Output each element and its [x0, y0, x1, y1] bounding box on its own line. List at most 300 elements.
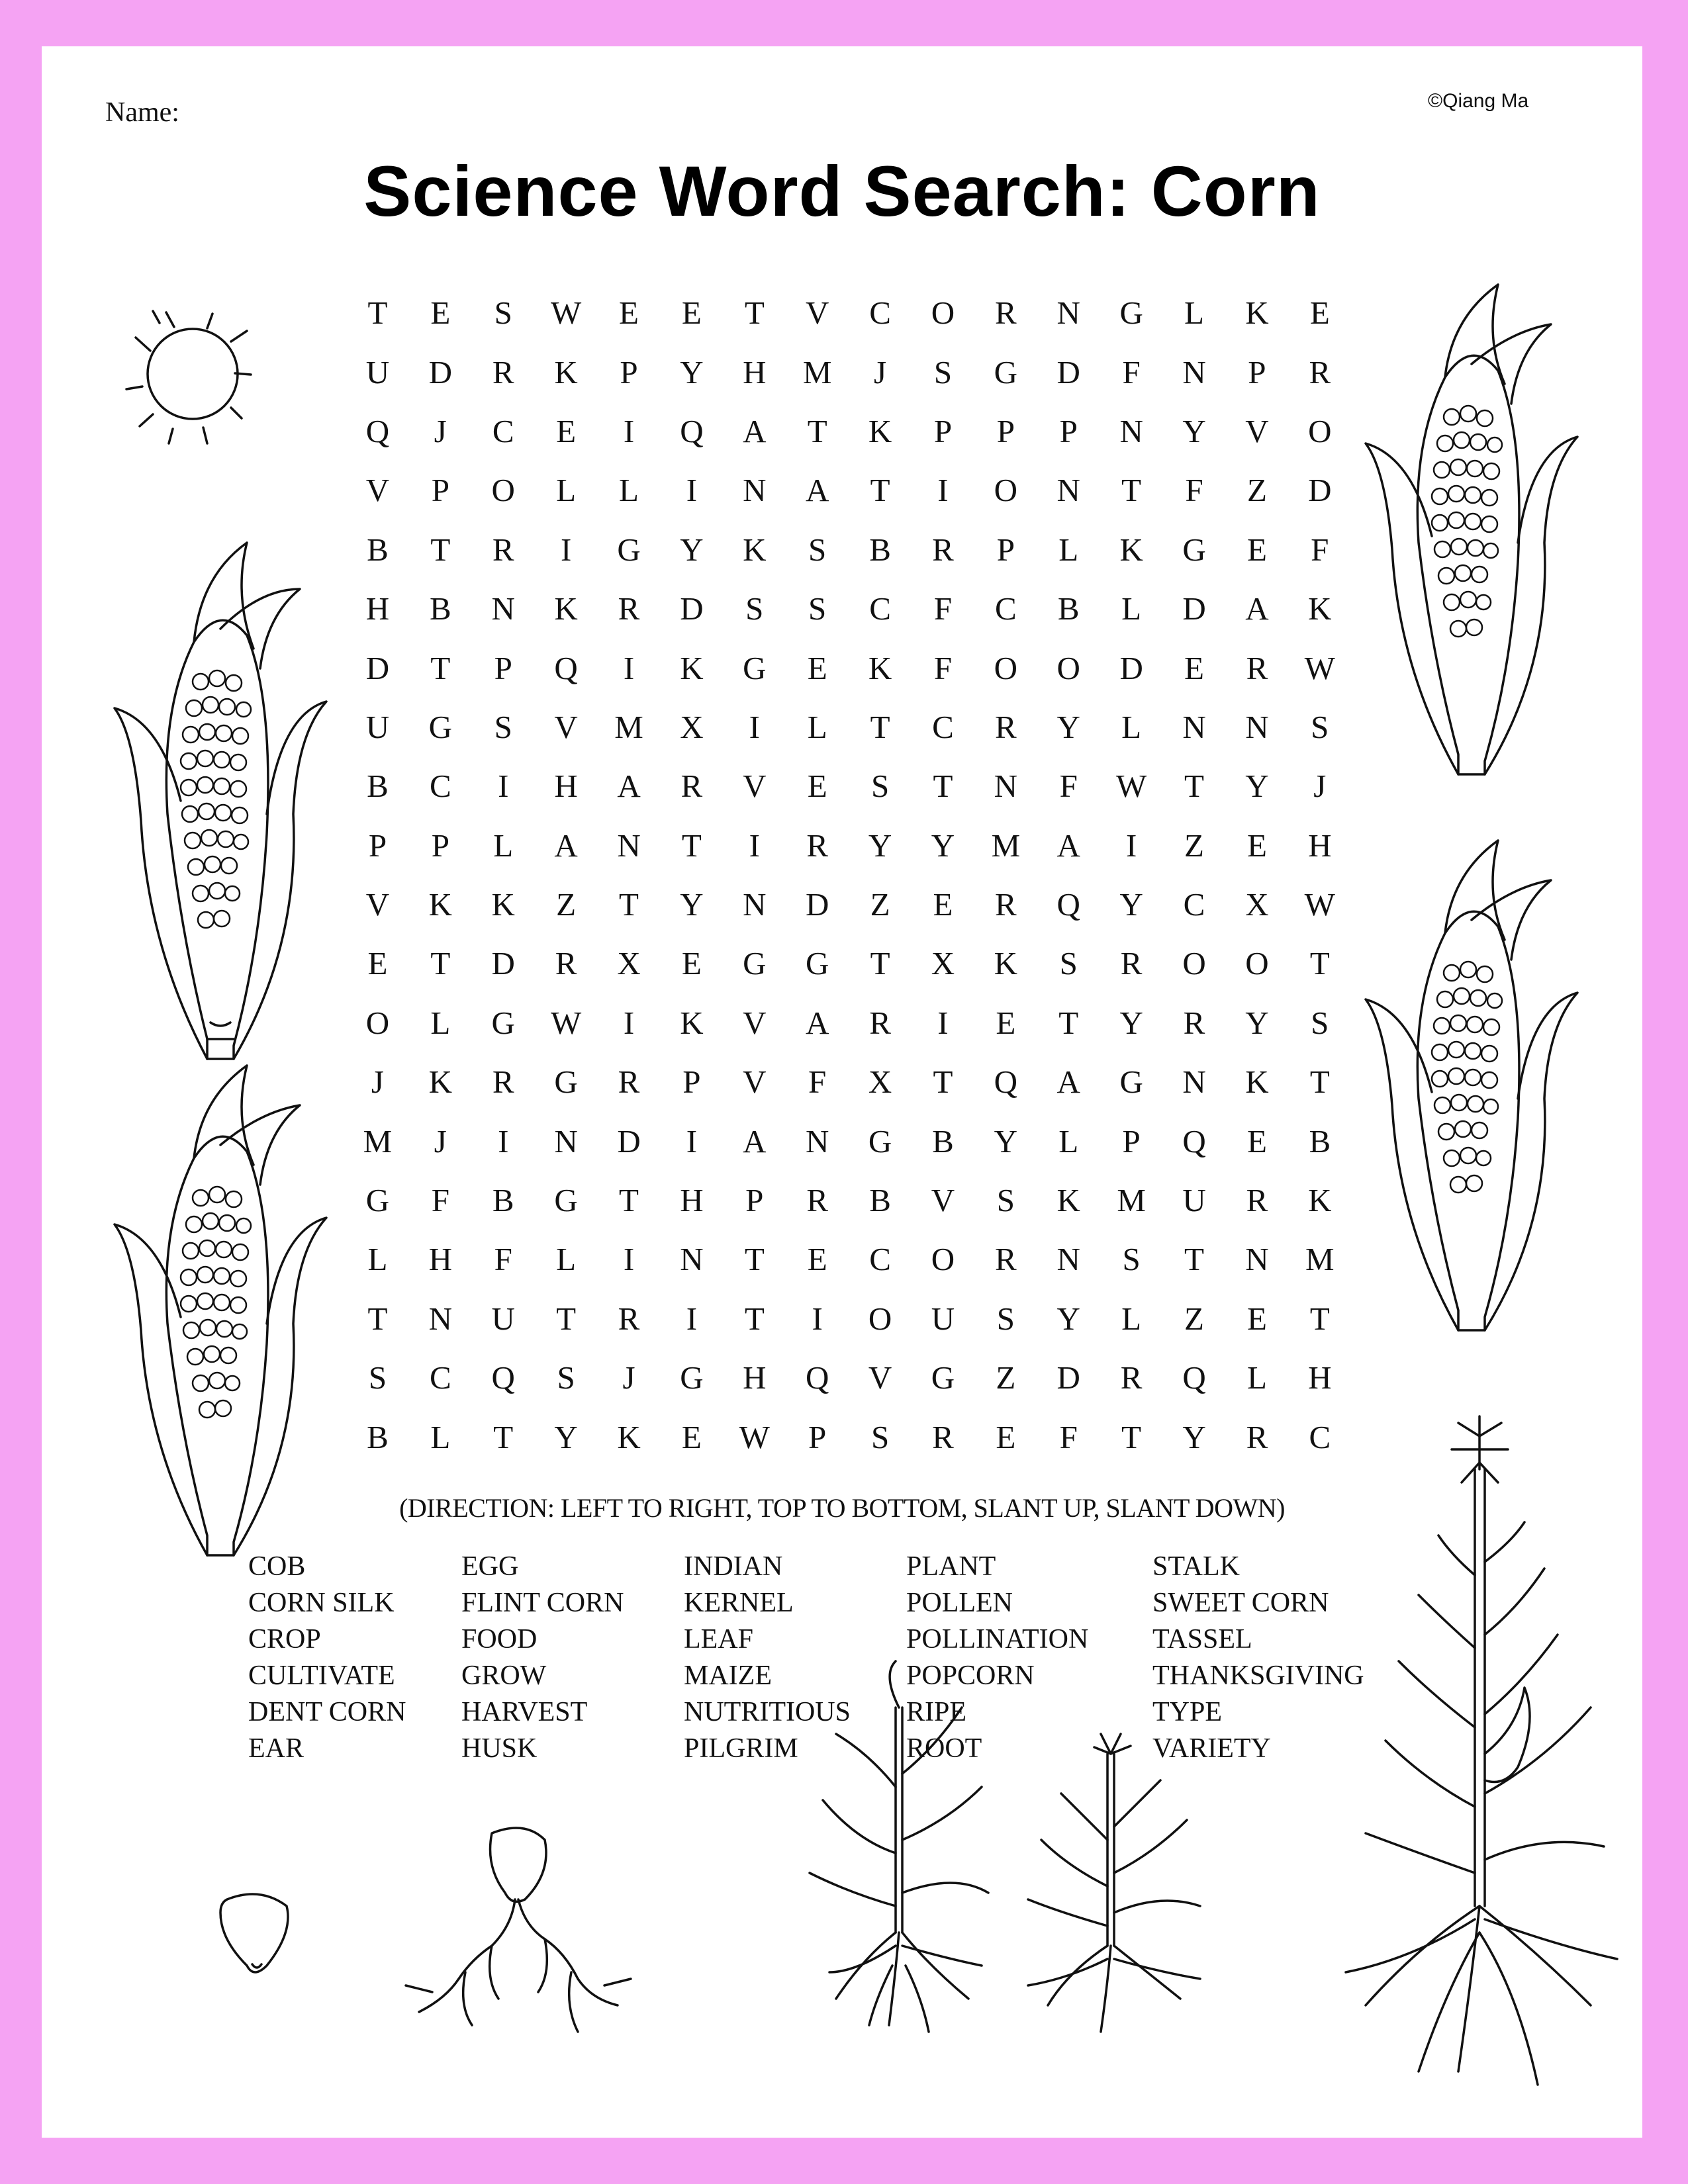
grid-letter[interactable]: T: [744, 1300, 765, 1337]
grid-letter[interactable]: Y: [1119, 886, 1143, 923]
grid-letter[interactable]: E: [1246, 531, 1267, 568]
grid-letter[interactable]: K: [491, 886, 515, 923]
grid-letter[interactable]: I: [623, 1004, 635, 1041]
grid-letter[interactable]: T: [430, 945, 451, 982]
grid-letter[interactable]: R: [1309, 353, 1331, 390]
grid-letter[interactable]: M: [614, 708, 643, 745]
grid-letter[interactable]: D: [1182, 590, 1206, 627]
grid-letter[interactable]: R: [1120, 1359, 1143, 1396]
grid-letter[interactable]: M: [1305, 1241, 1335, 1278]
grid-letter[interactable]: S: [1311, 1004, 1329, 1041]
grid-letter[interactable]: V: [868, 1359, 892, 1396]
grid-letter[interactable]: T: [1309, 1300, 1330, 1337]
grid-letter[interactable]: M: [991, 827, 1021, 864]
grid-letter[interactable]: Y: [680, 531, 704, 568]
grid-letter[interactable]: Y: [680, 353, 704, 390]
grid-letter[interactable]: P: [745, 1182, 764, 1219]
grid-letter[interactable]: S: [557, 1359, 575, 1396]
grid-letter[interactable]: J: [434, 1122, 447, 1160]
grid-letter[interactable]: T: [744, 1241, 765, 1278]
grid-letter[interactable]: N: [805, 1122, 829, 1160]
grid-letter[interactable]: A: [1056, 827, 1080, 864]
grid-letter[interactable]: V: [743, 1004, 767, 1041]
grid-letter[interactable]: M: [1117, 1182, 1146, 1219]
grid-letter[interactable]: R: [806, 1182, 829, 1219]
grid-letter[interactable]: V: [365, 886, 390, 923]
grid-letter[interactable]: A: [743, 1122, 767, 1160]
grid-letter[interactable]: T: [493, 1418, 514, 1455]
grid-letter[interactable]: N: [491, 590, 515, 627]
grid-letter[interactable]: E: [556, 412, 577, 449]
grid-letter[interactable]: R: [1183, 1004, 1205, 1041]
grid-letter[interactable]: V: [931, 1182, 955, 1219]
grid-letter[interactable]: S: [808, 531, 827, 568]
grid-letter[interactable]: K: [554, 353, 578, 390]
grid-letter[interactable]: T: [870, 708, 890, 745]
grid-letter[interactable]: E: [681, 295, 702, 332]
grid-letter[interactable]: U: [365, 708, 390, 745]
grid-letter[interactable]: K: [868, 649, 892, 686]
word-search-grid[interactable]: [346, 283, 1352, 1467]
grid-letter[interactable]: T: [1184, 768, 1204, 805]
grid-letter[interactable]: P: [620, 353, 638, 390]
grid-letter[interactable]: I: [498, 1122, 509, 1160]
grid-letter[interactable]: U: [1182, 1182, 1206, 1219]
grid-letter[interactable]: F: [933, 590, 953, 627]
grid-letter[interactable]: H: [743, 353, 767, 390]
grid-letter[interactable]: D: [805, 886, 829, 923]
grid-letter[interactable]: I: [812, 1300, 823, 1337]
grid-letter[interactable]: L: [1121, 1300, 1142, 1337]
grid-letter[interactable]: F: [1311, 531, 1329, 568]
grid-letter[interactable]: N: [743, 886, 767, 923]
grid-letter[interactable]: Y: [1182, 412, 1206, 449]
grid-letter[interactable]: K: [1245, 1064, 1269, 1101]
grid-letter[interactable]: N: [428, 1300, 453, 1337]
grid-letter[interactable]: H: [680, 1182, 704, 1219]
grid-letter[interactable]: S: [494, 295, 512, 332]
grid-letter[interactable]: Y: [554, 1418, 578, 1455]
grid-letter[interactable]: U: [365, 353, 390, 390]
grid-letter[interactable]: C: [869, 295, 891, 332]
grid-letter[interactable]: A: [554, 827, 578, 864]
grid-letter[interactable]: J: [371, 1064, 384, 1101]
grid-letter[interactable]: L: [367, 1241, 388, 1278]
grid-letter[interactable]: T: [744, 295, 765, 332]
grid-letter[interactable]: X: [680, 708, 704, 745]
grid-letter[interactable]: S: [870, 1418, 890, 1455]
grid-letter[interactable]: N: [743, 472, 767, 509]
grid-letter[interactable]: K: [994, 945, 1018, 982]
grid-letter[interactable]: W: [550, 1004, 582, 1041]
grid-letter[interactable]: A: [805, 1004, 829, 1041]
grid-letter[interactable]: P: [1248, 353, 1266, 390]
grid-letter[interactable]: D: [1308, 472, 1332, 509]
grid-letter[interactable]: S: [368, 1359, 387, 1396]
grid-letter[interactable]: C: [869, 1241, 891, 1278]
grid-letter[interactable]: R: [618, 590, 640, 627]
grid-letter[interactable]: Q: [805, 1359, 829, 1396]
grid-letter[interactable]: D: [491, 945, 515, 982]
grid-letter[interactable]: K: [868, 412, 892, 449]
grid-letter[interactable]: I: [686, 1122, 698, 1160]
grid-letter[interactable]: K: [1308, 590, 1332, 627]
grid-letter[interactable]: N: [554, 1122, 578, 1160]
grid-letter[interactable]: N: [1182, 1064, 1206, 1101]
grid-letter[interactable]: R: [555, 945, 577, 982]
grid-letter[interactable]: F: [431, 1182, 449, 1219]
grid-letter[interactable]: L: [556, 1241, 577, 1278]
grid-letter[interactable]: T: [681, 827, 702, 864]
grid-letter[interactable]: B: [367, 768, 389, 805]
grid-letter[interactable]: T: [1058, 1004, 1079, 1041]
grid-letter[interactable]: D: [428, 353, 453, 390]
grid-letter[interactable]: V: [743, 768, 767, 805]
grid-letter[interactable]: P: [996, 412, 1015, 449]
grid-letter[interactable]: D: [365, 649, 390, 686]
grid-letter[interactable]: T: [1309, 945, 1330, 982]
grid-letter[interactable]: Q: [680, 412, 704, 449]
grid-letter[interactable]: K: [554, 590, 578, 627]
grid-letter[interactable]: W: [1116, 768, 1147, 805]
grid-letter[interactable]: T: [1121, 1418, 1142, 1455]
grid-letter[interactable]: E: [1246, 1300, 1267, 1337]
grid-letter[interactable]: Y: [931, 827, 955, 864]
grid-letter[interactable]: T: [870, 945, 890, 982]
grid-letter[interactable]: E: [807, 768, 827, 805]
grid-letter[interactable]: J: [434, 412, 447, 449]
grid-letter[interactable]: K: [428, 886, 453, 923]
grid-letter[interactable]: N: [1119, 412, 1143, 449]
grid-letter[interactable]: E: [619, 295, 639, 332]
grid-letter[interactable]: R: [995, 708, 1017, 745]
grid-letter[interactable]: I: [749, 827, 760, 864]
grid-letter[interactable]: L: [1184, 295, 1204, 332]
grid-letter[interactable]: R: [1246, 649, 1268, 686]
grid-letter[interactable]: K: [1119, 531, 1143, 568]
grid-letter[interactable]: P: [431, 827, 449, 864]
grid-letter[interactable]: G: [805, 945, 829, 982]
grid-letter[interactable]: T: [430, 649, 451, 686]
grid-letter[interactable]: D: [1119, 649, 1143, 686]
grid-letter[interactable]: Z: [996, 1359, 1016, 1396]
grid-letter[interactable]: V: [554, 708, 578, 745]
grid-letter[interactable]: K: [1245, 295, 1269, 332]
grid-letter[interactable]: E: [1246, 827, 1267, 864]
grid-letter[interactable]: G: [1119, 1064, 1143, 1101]
grid-letter[interactable]: T: [933, 1064, 953, 1101]
grid-letter[interactable]: T: [367, 295, 388, 332]
grid-letter[interactable]: Q: [554, 649, 578, 686]
grid-letter[interactable]: H: [428, 1241, 453, 1278]
grid-letter[interactable]: S: [1059, 945, 1078, 982]
grid-letter[interactable]: E: [996, 1418, 1016, 1455]
grid-letter[interactable]: L: [807, 708, 827, 745]
grid-letter[interactable]: X: [868, 1064, 892, 1101]
grid-letter[interactable]: E: [807, 649, 827, 686]
grid-letter[interactable]: Q: [1056, 886, 1080, 923]
grid-letter[interactable]: N: [1245, 1241, 1269, 1278]
grid-letter[interactable]: Y: [1245, 768, 1269, 805]
grid-letter[interactable]: G: [680, 1359, 704, 1396]
grid-letter[interactable]: C: [995, 590, 1017, 627]
grid-letter[interactable]: Z: [556, 886, 577, 923]
grid-letter[interactable]: O: [868, 1300, 892, 1337]
grid-letter[interactable]: G: [491, 1004, 515, 1041]
grid-letter[interactable]: E: [807, 1241, 827, 1278]
grid-letter[interactable]: G: [743, 945, 767, 982]
grid-letter[interactable]: E: [996, 1004, 1016, 1041]
grid-letter[interactable]: V: [1245, 412, 1269, 449]
grid-letter[interactable]: I: [686, 472, 698, 509]
grid-letter[interactable]: L: [1246, 1359, 1267, 1396]
grid-letter[interactable]: L: [493, 827, 514, 864]
grid-letter[interactable]: U: [491, 1300, 515, 1337]
grid-letter[interactable]: H: [365, 590, 390, 627]
grid-letter[interactable]: B: [367, 531, 389, 568]
grid-letter[interactable]: Y: [1182, 1418, 1206, 1455]
grid-letter[interactable]: O: [1245, 945, 1269, 982]
grid-letter[interactable]: A: [805, 472, 829, 509]
grid-letter[interactable]: B: [367, 1418, 389, 1455]
grid-letter[interactable]: F: [1059, 768, 1078, 805]
grid-letter[interactable]: C: [869, 590, 891, 627]
grid-letter[interactable]: G: [1182, 531, 1206, 568]
grid-letter[interactable]: I: [623, 412, 635, 449]
grid-letter[interactable]: P: [1059, 412, 1078, 449]
grid-letter[interactable]: X: [931, 945, 955, 982]
grid-letter[interactable]: Z: [1246, 472, 1267, 509]
grid-letter[interactable]: E: [1246, 1122, 1267, 1160]
grid-letter[interactable]: Y: [1056, 1300, 1080, 1337]
grid-letter[interactable]: O: [931, 295, 955, 332]
grid-letter[interactable]: L: [430, 1004, 451, 1041]
grid-letter[interactable]: I: [749, 708, 760, 745]
grid-letter[interactable]: K: [680, 1004, 704, 1041]
grid-letter[interactable]: P: [431, 472, 449, 509]
grid-letter[interactable]: R: [1246, 1418, 1268, 1455]
grid-letter[interactable]: D: [1056, 1359, 1080, 1396]
grid-letter[interactable]: S: [494, 708, 512, 745]
grid-letter[interactable]: O: [1182, 945, 1206, 982]
grid-letter[interactable]: R: [1246, 1182, 1268, 1219]
grid-letter[interactable]: C: [932, 708, 954, 745]
grid-letter[interactable]: Q: [365, 412, 390, 449]
grid-letter[interactable]: L: [430, 1418, 451, 1455]
grid-letter[interactable]: B: [1057, 590, 1080, 627]
grid-letter[interactable]: E: [933, 886, 953, 923]
grid-letter[interactable]: K: [1308, 1182, 1332, 1219]
grid-letter[interactable]: P: [368, 827, 387, 864]
grid-letter[interactable]: S: [933, 353, 953, 390]
grid-letter[interactable]: L: [556, 472, 577, 509]
grid-letter[interactable]: F: [808, 1064, 827, 1101]
grid-letter[interactable]: B: [869, 531, 891, 568]
grid-letter[interactable]: D: [1056, 353, 1080, 390]
grid-letter[interactable]: Y: [868, 827, 892, 864]
grid-letter[interactable]: K: [428, 1064, 453, 1101]
grid-letter[interactable]: K: [1056, 1182, 1080, 1219]
grid-letter[interactable]: H: [1308, 827, 1332, 864]
grid-letter[interactable]: X: [617, 945, 641, 982]
grid-letter[interactable]: I: [623, 1241, 635, 1278]
grid-letter[interactable]: R: [492, 531, 514, 568]
grid-letter[interactable]: P: [808, 1418, 827, 1455]
grid-letter[interactable]: N: [994, 768, 1018, 805]
grid-letter[interactable]: G: [428, 708, 453, 745]
grid-letter[interactable]: K: [743, 531, 767, 568]
grid-letter[interactable]: L: [1058, 1122, 1079, 1160]
grid-letter[interactable]: A: [743, 412, 767, 449]
grid-letter[interactable]: N: [1245, 708, 1269, 745]
grid-letter[interactable]: J: [874, 353, 887, 390]
grid-letter[interactable]: T: [619, 1182, 639, 1219]
grid-letter[interactable]: X: [1245, 886, 1269, 923]
grid-letter[interactable]: R: [995, 1241, 1017, 1278]
grid-letter[interactable]: Q: [1182, 1359, 1206, 1396]
grid-letter[interactable]: Y: [1119, 1004, 1143, 1041]
grid-letter[interactable]: T: [619, 886, 639, 923]
grid-letter[interactable]: R: [492, 1064, 514, 1101]
grid-letter[interactable]: B: [492, 1182, 514, 1219]
grid-letter[interactable]: T: [870, 472, 890, 509]
grid-letter[interactable]: Q: [1182, 1122, 1206, 1160]
grid-letter[interactable]: E: [430, 295, 451, 332]
grid-letter[interactable]: Y: [1245, 1004, 1269, 1041]
grid-letter[interactable]: R: [492, 353, 514, 390]
grid-letter[interactable]: L: [1058, 531, 1079, 568]
grid-letter[interactable]: I: [937, 1004, 949, 1041]
grid-letter[interactable]: W: [550, 295, 582, 332]
grid-letter[interactable]: O: [994, 472, 1018, 509]
grid-letter[interactable]: L: [1121, 590, 1142, 627]
grid-letter[interactable]: F: [1122, 353, 1141, 390]
grid-letter[interactable]: A: [1245, 590, 1269, 627]
grid-letter[interactable]: G: [994, 353, 1018, 390]
grid-letter[interactable]: O: [931, 1241, 955, 1278]
grid-letter[interactable]: F: [1059, 1418, 1078, 1455]
grid-letter[interactable]: G: [868, 1122, 892, 1160]
grid-letter[interactable]: R: [618, 1300, 640, 1337]
grid-letter[interactable]: P: [494, 649, 512, 686]
grid-letter[interactable]: S: [996, 1182, 1015, 1219]
grid-letter[interactable]: U: [931, 1300, 955, 1337]
grid-letter[interactable]: R: [932, 1418, 954, 1455]
grid-letter[interactable]: Y: [994, 1122, 1018, 1160]
grid-letter[interactable]: J: [1313, 768, 1327, 805]
grid-letter[interactable]: O: [365, 1004, 390, 1041]
grid-letter[interactable]: G: [365, 1182, 390, 1219]
grid-letter[interactable]: I: [686, 1300, 698, 1337]
grid-letter[interactable]: S: [745, 590, 764, 627]
grid-letter[interactable]: M: [802, 353, 832, 390]
grid-letter[interactable]: T: [1121, 472, 1142, 509]
grid-letter[interactable]: O: [1056, 649, 1080, 686]
grid-letter[interactable]: P: [996, 531, 1015, 568]
grid-letter[interactable]: E: [367, 945, 388, 982]
grid-letter[interactable]: J: [622, 1359, 635, 1396]
grid-letter[interactable]: B: [932, 1122, 954, 1160]
grid-letter[interactable]: O: [1308, 412, 1332, 449]
grid-letter[interactable]: G: [554, 1182, 578, 1219]
grid-letter[interactable]: I: [498, 768, 509, 805]
grid-letter[interactable]: N: [680, 1241, 704, 1278]
grid-letter[interactable]: H: [743, 1359, 767, 1396]
grid-letter[interactable]: C: [429, 1359, 451, 1396]
grid-letter[interactable]: I: [1125, 827, 1137, 864]
grid-letter[interactable]: W: [1304, 886, 1335, 923]
grid-letter[interactable]: S: [870, 768, 890, 805]
grid-letter[interactable]: W: [1304, 649, 1335, 686]
grid-letter[interactable]: Z: [870, 886, 890, 923]
grid-letter[interactable]: R: [1120, 945, 1143, 982]
grid-letter[interactable]: R: [995, 886, 1017, 923]
grid-letter[interactable]: G: [931, 1359, 955, 1396]
grid-letter[interactable]: G: [743, 649, 767, 686]
grid-letter[interactable]: F: [1185, 472, 1203, 509]
grid-letter[interactable]: Y: [1056, 708, 1080, 745]
grid-letter[interactable]: S: [1122, 1241, 1141, 1278]
grid-letter[interactable]: Z: [1184, 1300, 1204, 1337]
grid-letter[interactable]: G: [617, 531, 641, 568]
grid-letter[interactable]: N: [617, 827, 641, 864]
grid-letter[interactable]: E: [1309, 295, 1330, 332]
grid-letter[interactable]: E: [681, 945, 702, 982]
grid-letter[interactable]: R: [995, 295, 1017, 332]
grid-letter[interactable]: I: [560, 531, 572, 568]
grid-letter[interactable]: R: [869, 1004, 891, 1041]
grid-letter[interactable]: R: [806, 827, 829, 864]
grid-letter[interactable]: T: [933, 768, 953, 805]
grid-letter[interactable]: G: [554, 1064, 578, 1101]
grid-letter[interactable]: S: [996, 1300, 1015, 1337]
grid-letter[interactable]: Z: [1184, 827, 1204, 864]
grid-letter[interactable]: Q: [491, 1359, 515, 1396]
grid-letter[interactable]: F: [933, 649, 953, 686]
grid-letter[interactable]: O: [994, 649, 1018, 686]
grid-letter[interactable]: H: [1308, 1359, 1332, 1396]
grid-letter[interactable]: N: [1182, 708, 1206, 745]
grid-letter[interactable]: V: [365, 472, 390, 509]
grid-letter[interactable]: Q: [994, 1064, 1018, 1101]
grid-letter[interactable]: G: [1119, 295, 1143, 332]
grid-letter[interactable]: S: [808, 590, 827, 627]
grid-letter[interactable]: A: [617, 768, 641, 805]
grid-letter[interactable]: T: [1184, 1241, 1204, 1278]
grid-letter[interactable]: C: [429, 768, 451, 805]
grid-letter[interactable]: B: [1309, 1122, 1331, 1160]
grid-letter[interactable]: O: [491, 472, 515, 509]
grid-letter[interactable]: M: [363, 1122, 393, 1160]
grid-letter[interactable]: E: [1184, 649, 1204, 686]
grid-letter[interactable]: K: [617, 1418, 641, 1455]
grid-letter[interactable]: P: [933, 412, 953, 449]
grid-letter[interactable]: C: [492, 412, 514, 449]
grid-letter[interactable]: N: [1056, 1241, 1080, 1278]
grid-letter[interactable]: D: [617, 1122, 641, 1160]
grid-letter[interactable]: T: [556, 1300, 577, 1337]
grid-letter[interactable]: N: [1182, 353, 1206, 390]
grid-letter[interactable]: Y: [680, 886, 704, 923]
grid-letter[interactable]: I: [623, 649, 635, 686]
grid-letter[interactable]: D: [680, 590, 704, 627]
grid-letter[interactable]: R: [618, 1064, 640, 1101]
grid-letter[interactable]: P: [1122, 1122, 1141, 1160]
grid-letter[interactable]: P: [682, 1064, 701, 1101]
grid-letter[interactable]: I: [937, 472, 949, 509]
grid-letter[interactable]: F: [494, 1241, 512, 1278]
grid-letter[interactable]: V: [805, 295, 829, 332]
